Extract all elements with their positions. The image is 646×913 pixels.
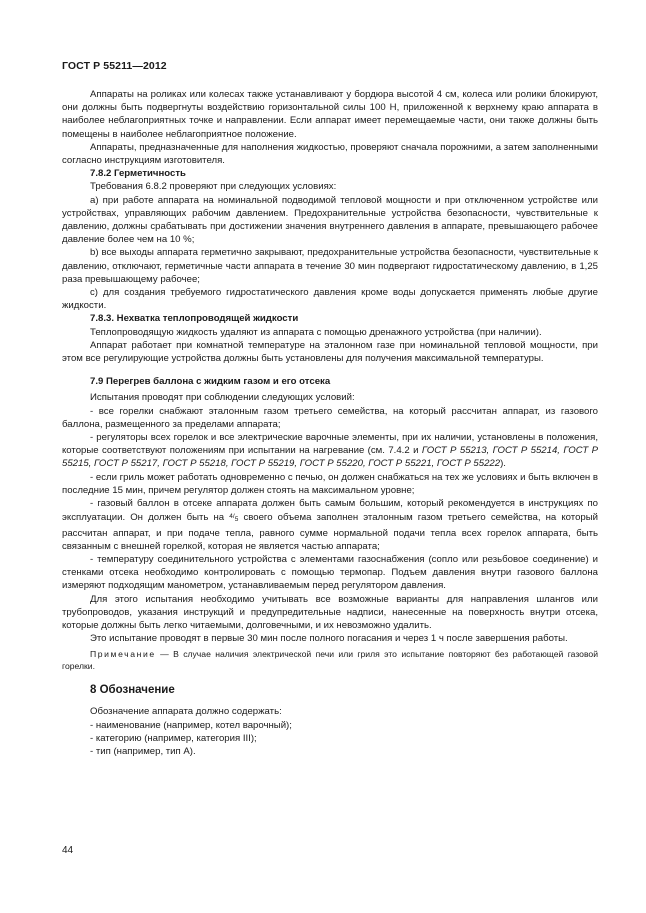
paragraph: Для этого испытания необходимо учитывать все возможные варианты для направления шлангов или трубопроводов, указания инструкций и предупредительные надписи, нанесенные на поверхность внутри отсека, которые должны быть легко читаемыми, долговечными, и их невозможно удалить. — [62, 593, 598, 631]
list-item-text: - регуляторы всех горелок и все электрические варочные элементы, при их наличии, установлены в положения, которые соответствуют положениям при испытании на нагревание (см. 7.4.2 и — [62, 432, 598, 457]
page-number: 44 — [62, 845, 74, 856]
list-item — [62, 497, 598, 553]
subsection-heading-7-8-2: 7.8.2 Герметичность — [90, 168, 186, 180]
note — [62, 648, 598, 672]
paragraph: Требования 6.8.2 проверяют при следующих условиях: — [90, 181, 337, 193]
list-item: - тип (например, тип А). — [90, 745, 196, 757]
list-item: - категорию (например, категория III); — [90, 732, 257, 744]
paragraph: Обозначение аппарата должно содержать: — [90, 706, 282, 718]
list-item: - все горелки снабжают эталонным газом третьего семейства, на который рассчитан аппарат, из газового баллона, размещенного за пределами аппарата; — [62, 405, 598, 430]
document-body — [62, 88, 598, 758]
section-heading-8: 8 Обозначение — [90, 684, 175, 697]
note-label: Примечание — [90, 649, 156, 660]
list-item: - наименование (например, котел варочный); — [90, 719, 292, 731]
fraction-denominator: 5 — [234, 516, 239, 524]
paragraph: Это испытание проводят в первые 30 мин после полного погасания и через 1 ч после завершения работы. — [90, 633, 568, 645]
paragraph: Теплопроводящую жидкость удаляют из аппарата с помощью дренажного устройства (при наличии). — [90, 326, 542, 338]
subsection-heading-7-9: 7.9 Перегрев баллона с жидким газом и его отсека — [90, 376, 331, 388]
paragraph: Испытания проводят при соблюдении следующих условий: — [90, 392, 355, 404]
subsection-heading-7-8-3: 7.8.3. Нехватка теплопроводящей жидкости — [90, 313, 299, 325]
list-item-text: своего объема заполнен эталонным газом третьего семейства, на который рассчитан аппарат, и при подаче тепла, равного сумме нормальной подачи тепла всех горелок аппарата, быть связанным с внешней горелкой, которая не является частью аппарата; — [62, 512, 598, 552]
note-text: — В случае наличия электрической печи или гриля это испытание повторяют без работающей газовой горелки. — [62, 649, 598, 672]
list-item-a: a) при работе аппарата на номинальной подводимой тепловой мощности и при отключенном устройстве или устройствах, управляющих рабочим давлением. Предохранительные устройства безопасности, чувствительные к давлению, должны срабатывать при достижении значения внутреннего давления в аппарате, превышающего рабочее давление более чем на 10 %; — [62, 194, 598, 246]
paragraph: Аппараты на роликах или колесах также устанавливают у бордюра высотой 4 см, колеса или ролики блокируют, они должны быть подвергнуты воздействию горизонтальной силы 100 Н, приложенной к верхнему краю аппарата в наиболее неблагоприятных точке и направлении. Если аппарат имеет перемещаемые части, они также должны быть помещены в наиболее неблагоприятное положение. — [62, 89, 598, 140]
list-item-text: ). — [500, 458, 506, 470]
list-item-c: c) для создания требуемого гидростатического давления кроме воды допускается применять любые другие жидкости. — [62, 287, 598, 312]
paragraph: Аппарат работает при комнатной температуре на эталонном газе при номинальной тепловой мощности, при этом все регулирующие устройства должны быть установлены для получения максимальной температуры. — [62, 339, 598, 365]
fraction-numerator: 4 — [229, 513, 233, 521]
list-item — [62, 431, 598, 471]
standard-header: ГОСТ Р 55211—2012 — [62, 60, 167, 72]
standard-references: ГОСТ Р 55213, ГОСТ Р 55214, ГОСТ Р 55215, ГОСТ Р 55217, ГОСТ Р 55218, ГОСТ Р 55219, ГОСТ Р 55220, ГОСТ Р 55221, ГОСТ Р 55222 — [62, 445, 598, 470]
paragraph: Аппараты, предназначенные для наполнения жидкостью, проверяют сначала порожними, а затем заполненными согласно инструкциям изготовителя. — [62, 141, 598, 167]
list-item-b: b) все выходы аппарата герметично закрывают, предохранительные устройства безопасности, чувствительные к давлению, отключают, герметичные части аппарата в течение 30 мин подвергают гидростатическому давлению, в 1,25 раза превышающему рабочее; — [62, 247, 598, 285]
list-item-text: - газовый баллон в отсеке аппарата должен быть самым большим, который рекомендуется в инструкциях по эксплуатации. Он должен быть на — [62, 498, 598, 524]
fraction-slash: / — [232, 513, 235, 521]
list-item: - если гриль может работать одновременно с печью, он должен снабжаться на тех же условиях и быть включен в последние 15 мин, причем регулятор должен стоять на максимальном уровне; — [62, 471, 598, 496]
list-item: - температуру соединительного устройства с элементами газоснабжения (сопло или резьбовое соединение) и стенками отсека необходимо контролировать с помощью термопар. Подъем давления внутри газового баллона измеряют подходящим манометром, устанавливаемым перед регулятором давления. — [62, 553, 598, 592]
